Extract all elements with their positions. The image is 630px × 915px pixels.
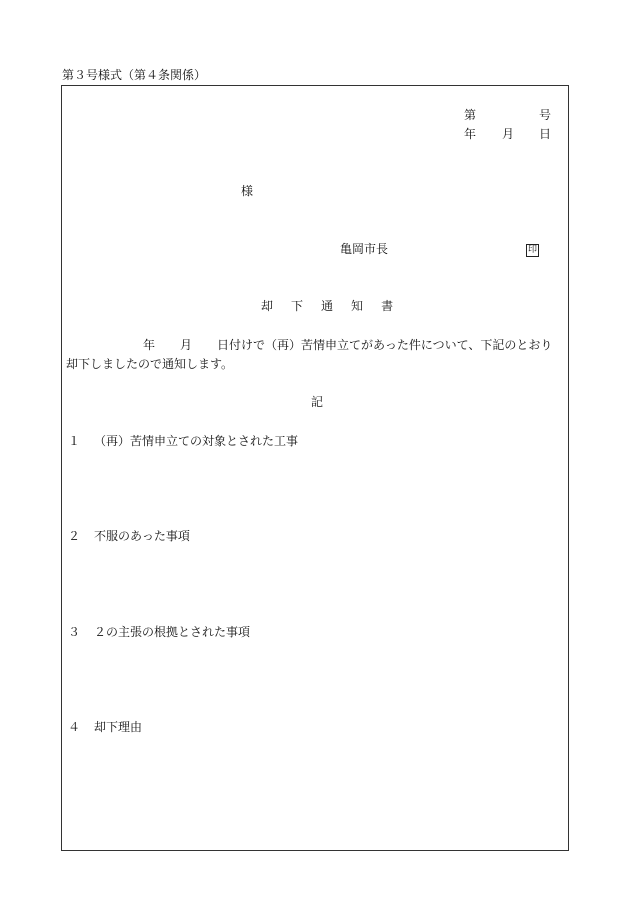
addressee-suffix: 様 (241, 184, 254, 198)
title-char: 却 (261, 299, 274, 313)
item-text: 却下理由 (94, 720, 143, 734)
body-date-year: 年 (143, 338, 156, 352)
ki-heading: 記 (311, 395, 324, 409)
item-text: （再）苦情申立ての対象とされた工事 (94, 434, 299, 448)
item-number: １ (68, 434, 81, 448)
item-number: ４ (68, 720, 81, 734)
document-frame (61, 85, 569, 851)
body-line1: 日付けで（再）苦情申立てがあった件について、下記のとおり (217, 338, 553, 352)
body-date-month: 月 (180, 338, 193, 352)
title-char: 下 (291, 299, 304, 313)
document-title (261, 300, 393, 312)
item-text: 不服のあった事項 (94, 529, 190, 543)
title-char: 書 (381, 299, 394, 313)
form-label: 第３号様式（第４条関係） (62, 68, 207, 82)
item-number: ２ (68, 529, 81, 543)
seal-icon: 印 (527, 245, 537, 255)
body-line2: 却下しましたので通知します。 (66, 357, 234, 371)
number-prefix: 第 (464, 108, 477, 122)
issuer-name: 亀岡市長 (340, 242, 389, 256)
date-year: 年 (464, 127, 477, 141)
item-text: ２の主張の根拠とされた事項 (94, 625, 251, 639)
date-day: 日 (539, 127, 552, 141)
date-month: 月 (502, 127, 515, 141)
item-number: ３ (68, 625, 81, 639)
title-char: 通 (321, 299, 334, 313)
seal-mark (526, 242, 539, 257)
number-suffix: 号 (539, 108, 552, 122)
title-char: 知 (351, 299, 364, 313)
